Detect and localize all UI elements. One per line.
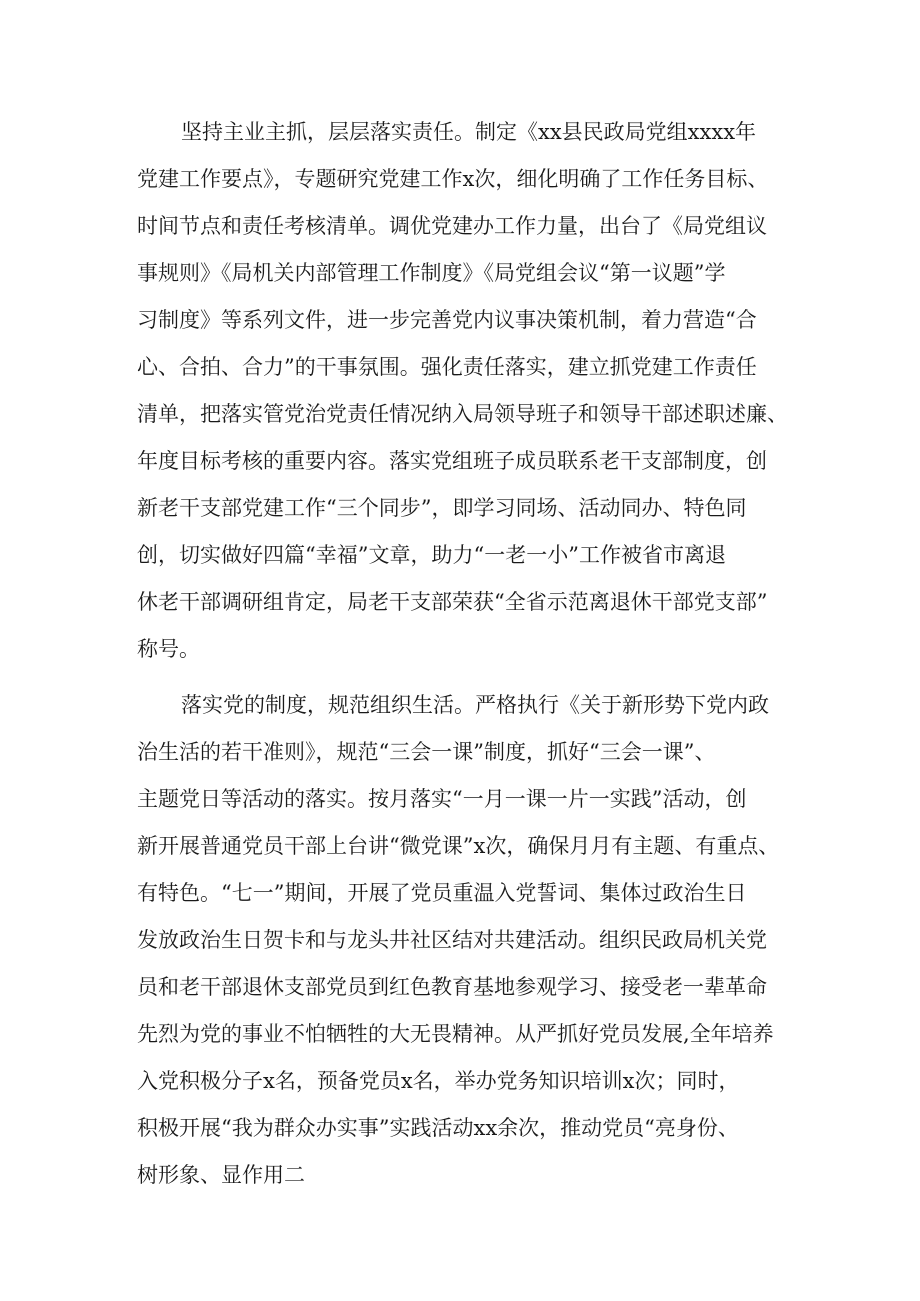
paragraph-1-line-7: 清单，把落实管党治党责任情况纳入局领导班子和领导干部述职述廉、 [137,402,788,426]
paragraph-2-line-4: 新开展普通党员干部上台讲“微党课”x次，确保月月有主题、有重点、 [137,834,780,858]
paragraph-1-line-3: 时间节点和责任考核清单。调优党建办工作力量，出台了《局党组议 [137,214,767,238]
paragraph-2-line-2: 治生活的若干准则》，规范“三会一课”制度，抓好“三会一课”、 [137,740,716,764]
paragraph-1-line-4: 事规则》《局机关内部管理工作制度》《局党组会议“第一议题”学 [137,261,726,285]
paragraph-1-line-2: 党建工作要点》，专题研究党建工作x次，细化明确了工作任务目标、 [137,167,769,191]
paragraph-1-line-10: 创，切实做好四篇“幸福”文章，助力“一老一小”工作被省市离退 [137,543,726,567]
paragraph-2-line-5: 有特色。“七一”期间，开展了党员重温入党誓词、集体过政治生日 [137,881,747,905]
paragraph-1-line-1: 坚持主业主抓，层层落实责任。制定《xx县民政局党组xxxx年 [181,120,757,144]
paragraph-1-line-11: 休老干部调研组肯定，局老干支部荣获“全省示范离退休干部党支部” [137,590,768,614]
paragraph-2-line-11: 树形象、显作用二 [137,1163,305,1187]
paragraph-1-line-9: 新老干支部党建工作“三个同步”，即学习同场、活动同办、特色同 [137,496,747,520]
paragraph-2-line-8: 先烈为党的事业不怕牺牲的大无畏精神。从严抓好党员发展,全年培养 [137,1022,774,1046]
paragraph-2-line-7: 员和老干部退休支部党员到红色教育基地参观学习、接受老一辈革命 [137,975,767,999]
paragraph-2-line-1: 落实党的制度，规范组织生活。严格执行《关于新形势下党内政 [181,693,769,717]
paragraph-2-line-3: 主题党日等活动的落实。按月落实“一月一课一片一实践”活动，创 [137,787,747,811]
paragraph-1-line-6: 心、合拍、合力”的干事氛围。强化责任落实，建立抓党建工作责任 [137,355,757,379]
paragraph-1-line-5: 习制度》等系列文件，进一步完善党内议事决策机制，着力营造“合 [137,308,757,332]
paragraph-2-line-9: 入党积极分子x名，预备党员x名，举办党务知识培训x次；同时， [137,1069,740,1093]
paragraph-1-line-8: 年度目标考核的重要内容。落实党组班子成员联系老干支部制度，创 [137,449,767,473]
paragraph-2-line-10: 积极开展“我为群众办实事”实践活动xx余次，推动党员“亮身份、 [137,1116,739,1140]
paragraph-1-line-12: 称号。 [137,637,200,661]
paragraph-2-line-6: 发放政治生日贺卡和与龙头井社区结对共建活动。组织民政局机关党 [137,928,767,952]
